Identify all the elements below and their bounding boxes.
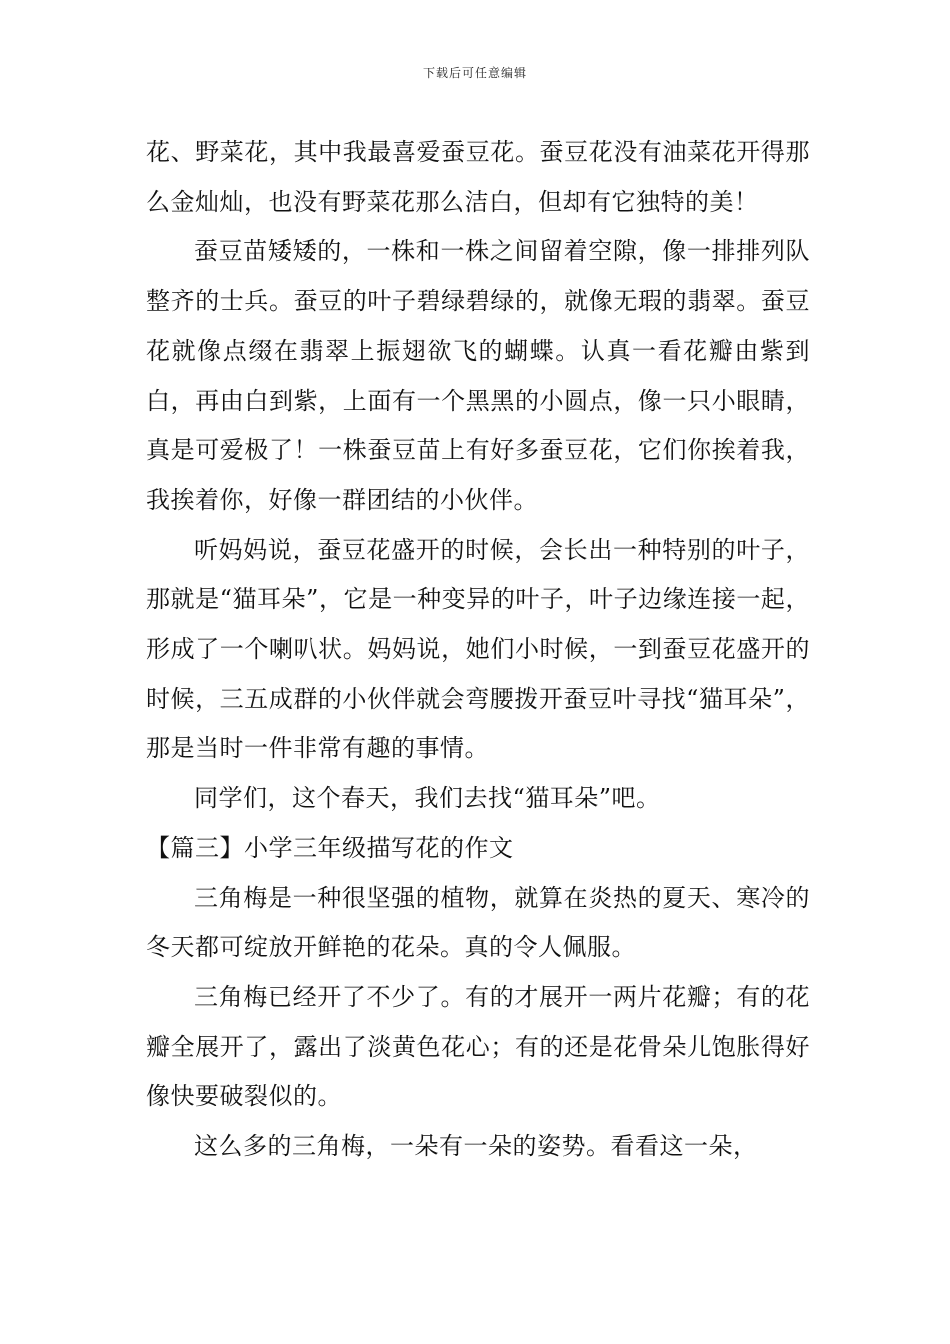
document-body (146, 128, 810, 1172)
paragraph-2: 蚕豆苗矮矮的，一株和一株之间留着空隙，像一排排列队整齐的士兵。蚕豆的叶子碧绿碧绿的，就像无瑕的翡翠。蚕豆花就像点缀在翡翠上振翅欲飞的蝴蝶。认真一看花瓣由紫到白，再由白到紫，上面有一个黑黑的小圆点，像一只小眼睛，真是可爱极了！一株蚕豆苗上有好多蚕豆花，它们你挨着我，我挨着你，好像一群团结的小伙伴。 (146, 237, 810, 514)
paragraph-3: 听妈妈说，蚕豆花盛开的时候，会长出一种特别的叶子，那就是“猫耳朵”，它是一种变异的叶子，叶子边缘连接一起，形成了一个喇叭状。妈妈说，她们小时候，一到蚕豆花盛开的时候，三五成群的小伙伴就会弯腰拨开蚕豆叶寻找“猫耳朵”，那是当时一件非常有趣的事情。 (146, 535, 810, 763)
section-paragraph-1: 三角梅是一种很坚强的植物，就算在炎热的夏天、寒冷的冬天都可绽放开鲜艳的花朵。真的令人佩服。 (146, 883, 810, 962)
page-header: 下载后可任意编辑 (422, 66, 527, 80)
paragraph-4: 同学们，这个春天，我们去找“猫耳朵”吧。 (194, 784, 661, 813)
section-paragraph-3: 这么多的三角梅，一朵有一朵的姿势。看看这一朵， (194, 1132, 758, 1161)
section-heading: 【篇三】小学三年级描写花的作文 (146, 833, 514, 862)
section-paragraph-2: 三角梅已经开了不少了。有的才展开一两片花瓣；有的花瓣全展开了，露出了淡黄色花心；有的还是花骨朵儿饱胀得好像快要破裂似的。 (146, 982, 810, 1111)
paragraph-1: 花、野菜花，其中我最喜爱蚕豆花。蚕豆花没有油菜花开得那么金灿灿，也没有野菜花那么洁白，但却有它独特的美！ (146, 138, 810, 216)
